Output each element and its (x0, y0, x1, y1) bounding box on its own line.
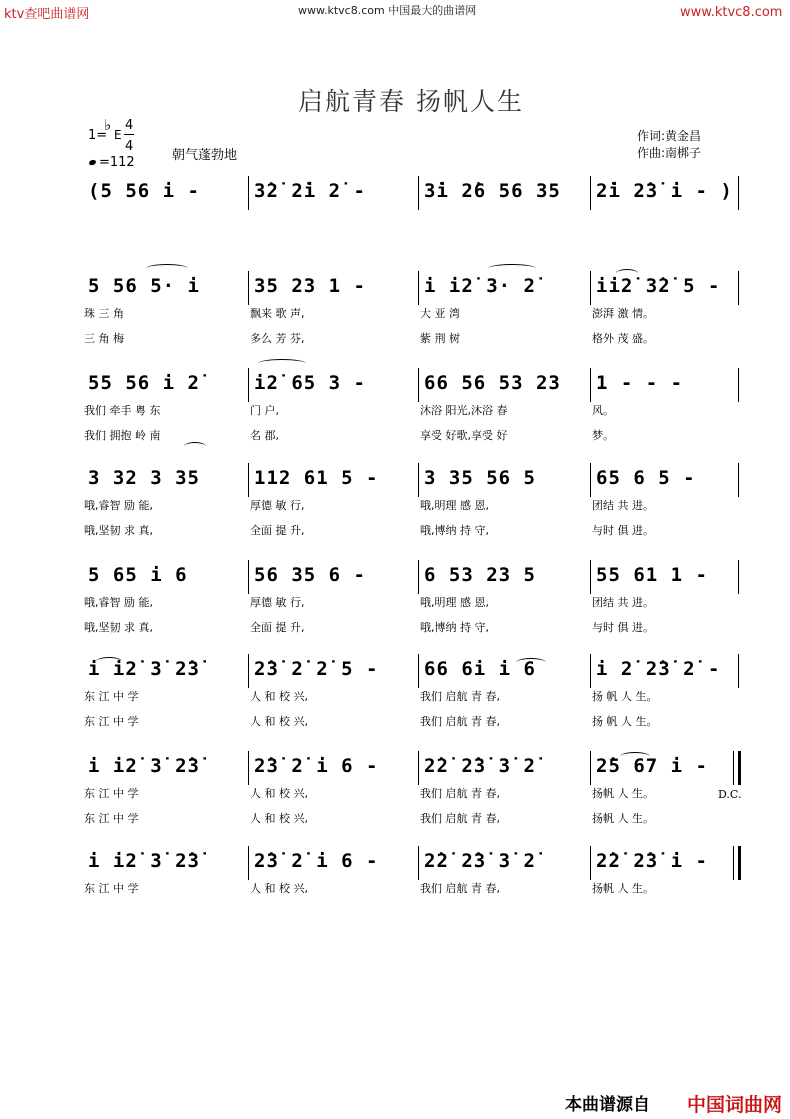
lyric-verse-1: 人 和 校 兴, (250, 690, 308, 703)
lyric-verse-2: 名 郡, (250, 429, 279, 442)
barline (590, 271, 591, 305)
barline (418, 176, 419, 210)
measure-notes: (5 56 i - (88, 180, 200, 202)
barline (738, 176, 739, 210)
measure-notes: 56 35 6 - (254, 564, 366, 586)
slur-mark (616, 269, 638, 278)
final-barline (738, 751, 741, 785)
barline (738, 560, 739, 594)
lyric-verse-2: 人 和 校 兴, (250, 812, 308, 825)
measure-notes: 6 53 23 5 (424, 564, 536, 586)
measure-notes: 2̇3̇ 2̇ i 6 - (254, 850, 379, 872)
barline (248, 846, 249, 880)
lyric-verse-1: 哦,明理 感 恩, (420, 499, 489, 512)
measure-notes: 66 56 53 23 (424, 372, 561, 394)
measure-notes: 2̇2̇ 2̇3̇ 3̇ 2̇ (424, 850, 536, 872)
barline (418, 463, 419, 497)
song-title: 启航青春 扬帆人生 (298, 87, 524, 116)
lyric-verse-2: 全面 提 升, (250, 524, 305, 537)
lyric-verse-2: 多么 芳 芬, (250, 332, 305, 345)
measure-notes: 2̇3̇ 2̇ i 6 - (254, 755, 379, 777)
lyric-verse-2: 与时 俱 进。 (592, 524, 654, 537)
lyric-verse-2: 东 江 中 学 (84, 812, 139, 825)
slur-mark (488, 264, 536, 273)
lyricist-credit: 作词:黄金昌 (637, 129, 702, 143)
lyric-verse-2: 人 和 校 兴, (250, 715, 308, 728)
measure-notes: 2̇2̇ 2̇3̇ 3̇ 2̇ (424, 755, 536, 777)
barline (733, 751, 734, 785)
measure-notes: i2̇ 65 3 - (254, 372, 366, 394)
composer-credit: 作曲:南梆子 (637, 146, 702, 160)
lyric-verse-1: 哦,明理 感 恩, (420, 596, 489, 609)
measure-notes: 35 23 1 - (254, 275, 366, 297)
barline (590, 654, 591, 688)
barline (248, 368, 249, 402)
lyric-verse-1: 珠 三 角 (84, 307, 124, 320)
quarter-note-icon (88, 159, 96, 166)
measure-notes: 1 - - - (596, 372, 684, 394)
lyric-verse-2: 紫 荆 树 (420, 332, 460, 345)
lyric-verse-1: 我们 牵手 粤 东 (84, 404, 161, 417)
measure-notes: 3̇2̇ 2̇i 2̇ - (254, 180, 366, 202)
lyric-verse-1: 沐浴 阳光,沐浴 春 (420, 404, 508, 417)
measure-notes: 2̇3̇ 2̇ 2̇ 5 - (254, 658, 379, 680)
measure-notes: 5 65 i 6 (88, 564, 188, 586)
lyric-verse-1: 人 和 校 兴, (250, 787, 308, 800)
measure-notes: 112 61 5 - (254, 467, 379, 489)
lyric-verse-2: 哦,坚韧 求 真, (84, 621, 153, 634)
barline (248, 654, 249, 688)
footer-source-label: 本曲谱源自 (565, 1095, 650, 1115)
measure-notes: i i2̇ 3̇ 2̇3̇ (88, 850, 200, 872)
lyric-verse-2: 我们 启航 青 春, (420, 715, 500, 728)
expression-marking: 朝气蓬勃地 (172, 148, 238, 163)
lyric-verse-1: 风。 (592, 404, 614, 417)
measure-notes: 2̇5 67 i - (596, 755, 708, 777)
measure-notes: 55 61 1 - (596, 564, 708, 586)
lyric-verse-1: 东 江 中 学 (84, 882, 139, 895)
site-logo-left: ktv查吧曲谱网 (4, 7, 90, 22)
measure-notes: 55 56 i 2̇ (88, 372, 200, 394)
lyric-verse-2: 哦,坚韧 求 真, (84, 524, 153, 537)
lyric-verse-1: 厚德 敏 行, (250, 596, 305, 609)
lyric-verse-1: 哦,睿智 励 能, (84, 596, 153, 609)
lyric-verse-1: 澎湃 激 情。 (592, 307, 654, 320)
time-signature-line (124, 134, 134, 135)
measure-notes: i 2̇ 2̇3̇ 2̇ - (596, 658, 721, 680)
lyric-verse-2: 梦。 (592, 429, 614, 442)
barline (590, 463, 591, 497)
lyric-verse-1: 扬帆 人 生。 (592, 882, 654, 895)
measure-notes: 65 6 5 - (596, 467, 696, 489)
slur-mark (96, 657, 122, 666)
barline (418, 560, 419, 594)
barline (590, 751, 591, 785)
lyric-verse-1: 大 亚 湾 (420, 307, 460, 320)
lyric-verse-2: 扬帆 人 生。 (592, 812, 654, 825)
slur-mark (146, 264, 188, 273)
time-signature-numerator: 4 (125, 118, 134, 133)
barline (248, 271, 249, 305)
barline (418, 846, 419, 880)
lyric-verse-2: 东 江 中 学 (84, 715, 139, 728)
measure-notes: i i2̇ 3̇ 2̇3̇ (88, 658, 200, 680)
lyric-verse-2: 我们 拥抱 岭 南 (84, 429, 161, 442)
measure-notes: i i2̇ 3· 2̇ (424, 275, 536, 297)
measure-notes: i i2̇ 3̇ 2̇3̇ (88, 755, 200, 777)
key-prefix: 1= (88, 128, 108, 143)
measure-notes: 3̇i 2̇6 56 35 (424, 180, 561, 202)
lyric-verse-2: 享受 好歌,享受 好 (420, 429, 508, 442)
site-url-right: www.ktvc8.com (680, 5, 783, 20)
lyric-verse-1: 东 江 中 学 (84, 690, 139, 703)
barline (590, 560, 591, 594)
lyric-verse-1: 门 户, (250, 404, 279, 417)
barline (418, 368, 419, 402)
lyric-verse-2: 扬 帆 人 生。 (592, 715, 658, 728)
slur-mark (258, 359, 306, 368)
da-capo-mark: D.C. (718, 788, 742, 801)
measure-notes: 3 35 56 5 (424, 467, 536, 489)
lyric-verse-2: 与时 俱 进。 (592, 621, 654, 634)
slur-mark (516, 658, 546, 667)
barline (733, 846, 734, 880)
barline (738, 368, 739, 402)
slur-mark (184, 442, 206, 451)
lyric-verse-1: 扬 帆 人 生。 (592, 690, 658, 703)
barline (738, 463, 739, 497)
barline (248, 176, 249, 210)
measure-notes: 3 32 3 35 (88, 467, 200, 489)
measure-notes: ii2̇ 3̇2̇ 5 - (596, 275, 721, 297)
measure-notes: 66 6i i 6 (424, 658, 536, 680)
lyric-verse-1: 团结 共 进。 (592, 596, 654, 609)
barline (738, 654, 739, 688)
barline (248, 751, 249, 785)
lyric-verse-1: 哦,睿智 励 能, (84, 499, 153, 512)
lyric-verse-1: 人 和 校 兴, (250, 882, 308, 895)
lyric-verse-2: 三 角 梅 (84, 332, 124, 345)
barline (248, 560, 249, 594)
barline (738, 271, 739, 305)
barline (418, 654, 419, 688)
tempo-marking: =112 (99, 155, 135, 170)
lyric-verse-1: 飘来 歌 声, (250, 307, 305, 320)
lyric-verse-1: 我们 启航 青 春, (420, 882, 500, 895)
flat-sign: ♭ (104, 116, 112, 134)
lyric-verse-1: 扬帆 人 生。 (592, 787, 654, 800)
lyric-verse-2: 全面 提 升, (250, 621, 305, 634)
time-signature-denominator: 4 (125, 139, 134, 154)
barline (248, 463, 249, 497)
barline (418, 751, 419, 785)
measure-notes: 2̇2̇ 2̇3̇ i - (596, 850, 708, 872)
barline (590, 368, 591, 402)
lyric-verse-2: 哦,博纳 持 守, (420, 621, 489, 634)
key-note: E (114, 128, 122, 142)
lyric-verse-1: 团结 共 进。 (592, 499, 654, 512)
lyric-verse-1: 厚德 敏 行, (250, 499, 305, 512)
lyric-verse-2: 哦,博纳 持 守, (420, 524, 489, 537)
slur-mark (620, 752, 650, 761)
measure-notes: 2̇i 2̇3̇ i - ) (596, 180, 733, 202)
barline (590, 176, 591, 210)
footer-site-name: 中国词曲网 (686, 1094, 782, 1116)
lyric-verse-1: 我们 启航 青 春, (420, 787, 500, 800)
lyric-verse-2: 我们 启航 青 春, (420, 812, 500, 825)
lyric-verse-1: 东 江 中 学 (84, 787, 139, 800)
final-barline (738, 846, 741, 880)
barline (418, 271, 419, 305)
lyric-verse-1: 我们 启航 青 春, (420, 690, 500, 703)
measure-notes: 5 56 5· i (88, 275, 200, 297)
barline (590, 846, 591, 880)
lyric-verse-2: 格外 茂 盛。 (592, 332, 654, 345)
site-url-center: www.ktvc8.com 中国最大的曲谱网 (298, 4, 477, 17)
